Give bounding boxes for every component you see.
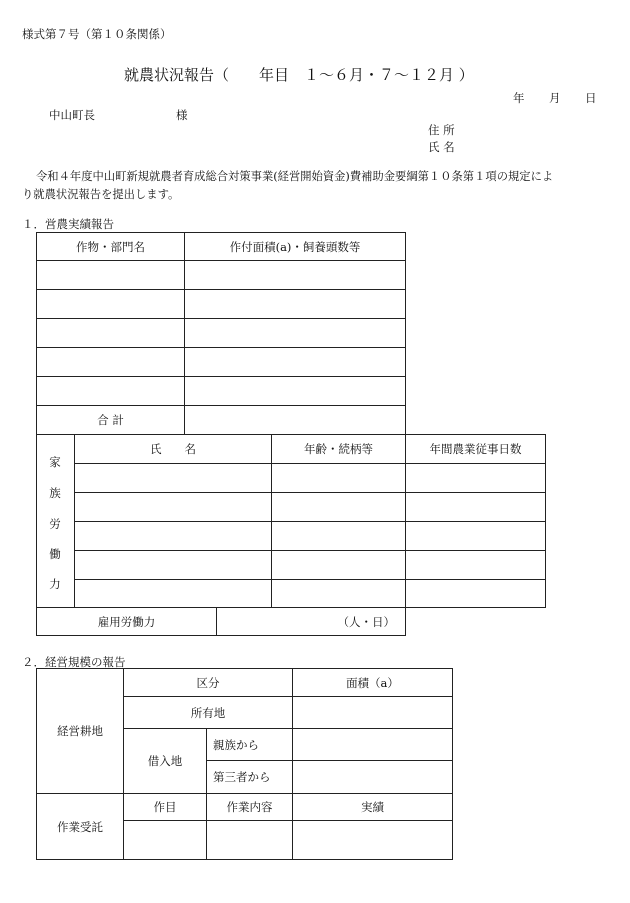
area-cell[interactable] (184, 289, 406, 319)
third-area-cell[interactable] (292, 760, 453, 794)
address-label: 住 所 (428, 123, 455, 137)
days-cell[interactable] (405, 521, 546, 551)
family-char: 労 (49, 517, 61, 531)
age-cell[interactable] (271, 521, 406, 551)
crop-cell[interactable] (36, 318, 185, 348)
owned-area-cell[interactable] (292, 696, 453, 729)
name-header: 氏 名 (74, 434, 272, 464)
leased-label: 借入地 (123, 728, 207, 794)
contract-result-cell[interactable] (292, 820, 453, 860)
crop-cell[interactable] (36, 376, 185, 406)
form-id: 様式第７号（第１０条関係） (22, 27, 172, 41)
name-cell[interactable] (74, 521, 272, 551)
age-cell[interactable] (271, 492, 406, 522)
name-cell[interactable] (74, 579, 272, 608)
area-cell[interactable] (184, 260, 406, 290)
land-label: 経営耕地 (36, 668, 124, 794)
total-label: 合 計 (36, 405, 185, 435)
relatives-area-cell[interactable] (292, 728, 453, 761)
section1-heading: １．営農実績報告 (22, 217, 114, 231)
days-cell[interactable] (405, 463, 546, 493)
age-cell[interactable] (271, 550, 406, 580)
area-cell[interactable] (184, 376, 406, 406)
name-cell[interactable] (74, 463, 272, 493)
days-header: 年間農業従事日数 (405, 434, 546, 464)
crop-header: 作物・部門名 (36, 232, 185, 261)
total-area-cell[interactable] (184, 405, 406, 435)
family-char: 族 (49, 486, 61, 500)
area-header: 作付面積(a)・飼養頭数等 (184, 232, 406, 261)
addressee: 中山町長 (49, 108, 95, 122)
hired-labor-label: 雇用労働力 (36, 607, 217, 636)
family-char: 働 (49, 547, 61, 561)
crop-cell[interactable] (36, 289, 185, 319)
name-label: 氏 名 (428, 140, 455, 154)
age-header: 年齢・続柄等 (271, 434, 406, 464)
days-cell[interactable] (405, 579, 546, 608)
contract-work-header: 作業内容 (206, 793, 293, 821)
section2-heading: ２．経営規模の報告 (22, 655, 126, 669)
contract-crop-header: 作目 (123, 793, 207, 821)
from-third-label: 第三者から (206, 760, 293, 794)
date-day-label: 日 (585, 91, 597, 105)
age-cell[interactable] (271, 463, 406, 493)
area-cell[interactable] (184, 318, 406, 348)
body-text-line2: り就農状況報告を提出します。 (22, 188, 180, 201)
contract-label: 作業受託 (36, 793, 124, 860)
area-cell[interactable] (184, 347, 406, 377)
class-header: 区分 (123, 668, 293, 697)
family-char: 力 (49, 577, 61, 591)
days-cell[interactable] (405, 550, 546, 580)
contract-result-header: 実績 (292, 793, 453, 821)
area-header: 面積（a） (292, 668, 453, 697)
contract-crop-cell[interactable] (123, 820, 207, 860)
crop-cell[interactable] (36, 347, 185, 377)
date-month-label: 月 (549, 91, 561, 105)
hired-labor-unit[interactable]: （人・日） (216, 607, 406, 636)
date-year-label: 年 (513, 91, 525, 105)
days-cell[interactable] (405, 492, 546, 522)
body-text-line1: 令和４年度中山町新規就農者育成総合対策事業(経営開始資金)費補助金要綱第１０条第１項の規定によ (36, 170, 554, 183)
age-cell[interactable] (271, 579, 406, 608)
from-relatives-label: 親族から (206, 728, 293, 761)
contract-work-cell[interactable] (206, 820, 293, 860)
honorific: 様 (176, 108, 188, 122)
page-title: 就農状況報告（ 年目 １〜６月・７〜１２月 ） (124, 66, 474, 84)
family-char: 家 (49, 455, 61, 469)
owned-label: 所有地 (123, 696, 293, 729)
crop-cell[interactable] (36, 260, 185, 290)
name-cell[interactable] (74, 550, 272, 580)
name-cell[interactable] (74, 492, 272, 522)
